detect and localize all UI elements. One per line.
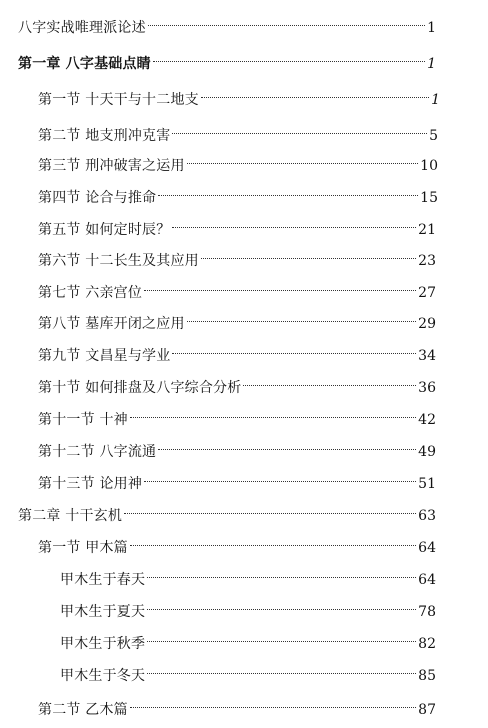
toc-entry [0,496,488,524]
toc-entry-title: 第三节 刑冲破害之运用 [38,158,185,174]
toc-entry [0,210,488,238]
toc-entry [0,400,488,428]
toc-entry-title: 第十一节 十神 [38,412,128,428]
dot-leader [243,368,416,392]
toc-entry [0,241,488,269]
toc-entry-title: 第一节 十天干与十二地支 [38,92,199,108]
toc-entry-page: 87 [418,702,436,718]
toc-entry-page: 23 [418,253,436,269]
toc-entry-title: 第一章 八字基础点睛 [18,56,151,72]
dot-leader [147,592,416,616]
toc-entry [0,8,488,36]
toc-entry [0,368,488,396]
toc-entry-page: 85 [418,668,436,684]
toc-entry [0,528,488,556]
dot-leader [144,464,416,488]
dot-leader [130,400,416,424]
dot-leader [144,273,416,297]
toc-entry-page: 1 [427,20,436,36]
toc-entry-page: 51 [418,476,436,492]
toc-entry [0,624,488,652]
dot-leader [147,560,416,584]
toc-entry-page: 36 [418,380,436,396]
toc-entry-title: 第十二节 八字流通 [38,444,157,460]
dot-leader [172,116,427,140]
toc-entry-page: 29 [418,316,436,332]
toc-entry [0,464,488,492]
dot-leader [201,80,429,104]
toc-entry [0,146,488,174]
toc-entry [0,592,488,620]
dot-leader [187,304,417,328]
toc-entry-page: 27 [418,285,436,301]
dot-leader [172,336,416,360]
toc-entry-title: 第二节 地支刑冲克害 [38,128,171,144]
toc-entry-page: 15 [420,190,438,206]
dot-leader [130,528,416,552]
toc-entry-title: 第一节 甲木篇 [38,540,128,556]
toc-entry [0,178,488,206]
toc-entry [0,304,488,332]
toc-entry-page: 34 [418,348,436,364]
toc-entry-page: 21 [418,222,436,238]
dot-leader [187,146,419,170]
dot-leader [124,496,416,520]
toc-entry-page: 49 [418,444,436,460]
toc-entry-title: 第二节 乙木篇 [38,702,128,718]
toc-entry-page: 5 [429,128,438,144]
dot-leader [148,8,425,32]
toc-entry-title: 甲木生于夏天 [60,604,146,620]
toc-entry-page: 1 [431,92,440,108]
toc-entry-title: 甲木生于冬天 [60,668,146,684]
toc-entry [0,80,488,108]
toc-entry-page: 63 [418,508,436,524]
dot-leader [158,432,416,456]
toc-entry-title: 第九节 文昌星与学业 [38,348,171,364]
toc-entry [0,116,488,144]
toc-entry [0,690,488,718]
toc-entry-title: 第六节 十二长生及其应用 [38,253,199,269]
toc-entry-page: 78 [418,604,436,620]
toc-entry [0,432,488,460]
toc-entry-title: 第十三节 论用神 [38,476,143,492]
toc-entry [0,273,488,301]
toc-entry-title: 第四节 论合与推命 [38,190,157,206]
dot-leader [130,690,416,714]
toc-entry-title: 甲木生于秋季 [60,636,146,652]
toc-entry [0,560,488,588]
toc-entry-title: 第五节 如何定时辰？ [38,222,171,238]
toc-entry [0,656,488,684]
dot-leader [201,241,416,265]
dot-leader [153,44,425,68]
dot-leader [147,624,416,648]
toc-entry [0,336,488,364]
toc-entry-page: 64 [418,540,436,556]
toc-entry-page: 64 [418,572,436,588]
toc-entry-page: 1 [427,56,436,72]
toc-entry-page: 82 [418,636,436,652]
toc-entry [0,44,488,72]
dot-leader [147,656,416,680]
toc-entry-title: 第十节 如何排盘及八字综合分析 [38,380,242,396]
toc-entry-page: 10 [420,158,438,174]
toc-entry-title: 八字实战唯理派论述 [18,20,146,36]
toc-entry-title: 第七节 六亲宫位 [38,285,143,301]
toc-entry-title: 第二章 十干玄机 [18,508,123,524]
toc-entry-title: 第八节 墓库开闭之应用 [38,316,185,332]
toc-entry-page: 42 [418,412,436,428]
dot-leader [172,210,416,234]
toc-entry-title: 甲木生于春天 [60,572,146,588]
dot-leader [158,178,418,202]
